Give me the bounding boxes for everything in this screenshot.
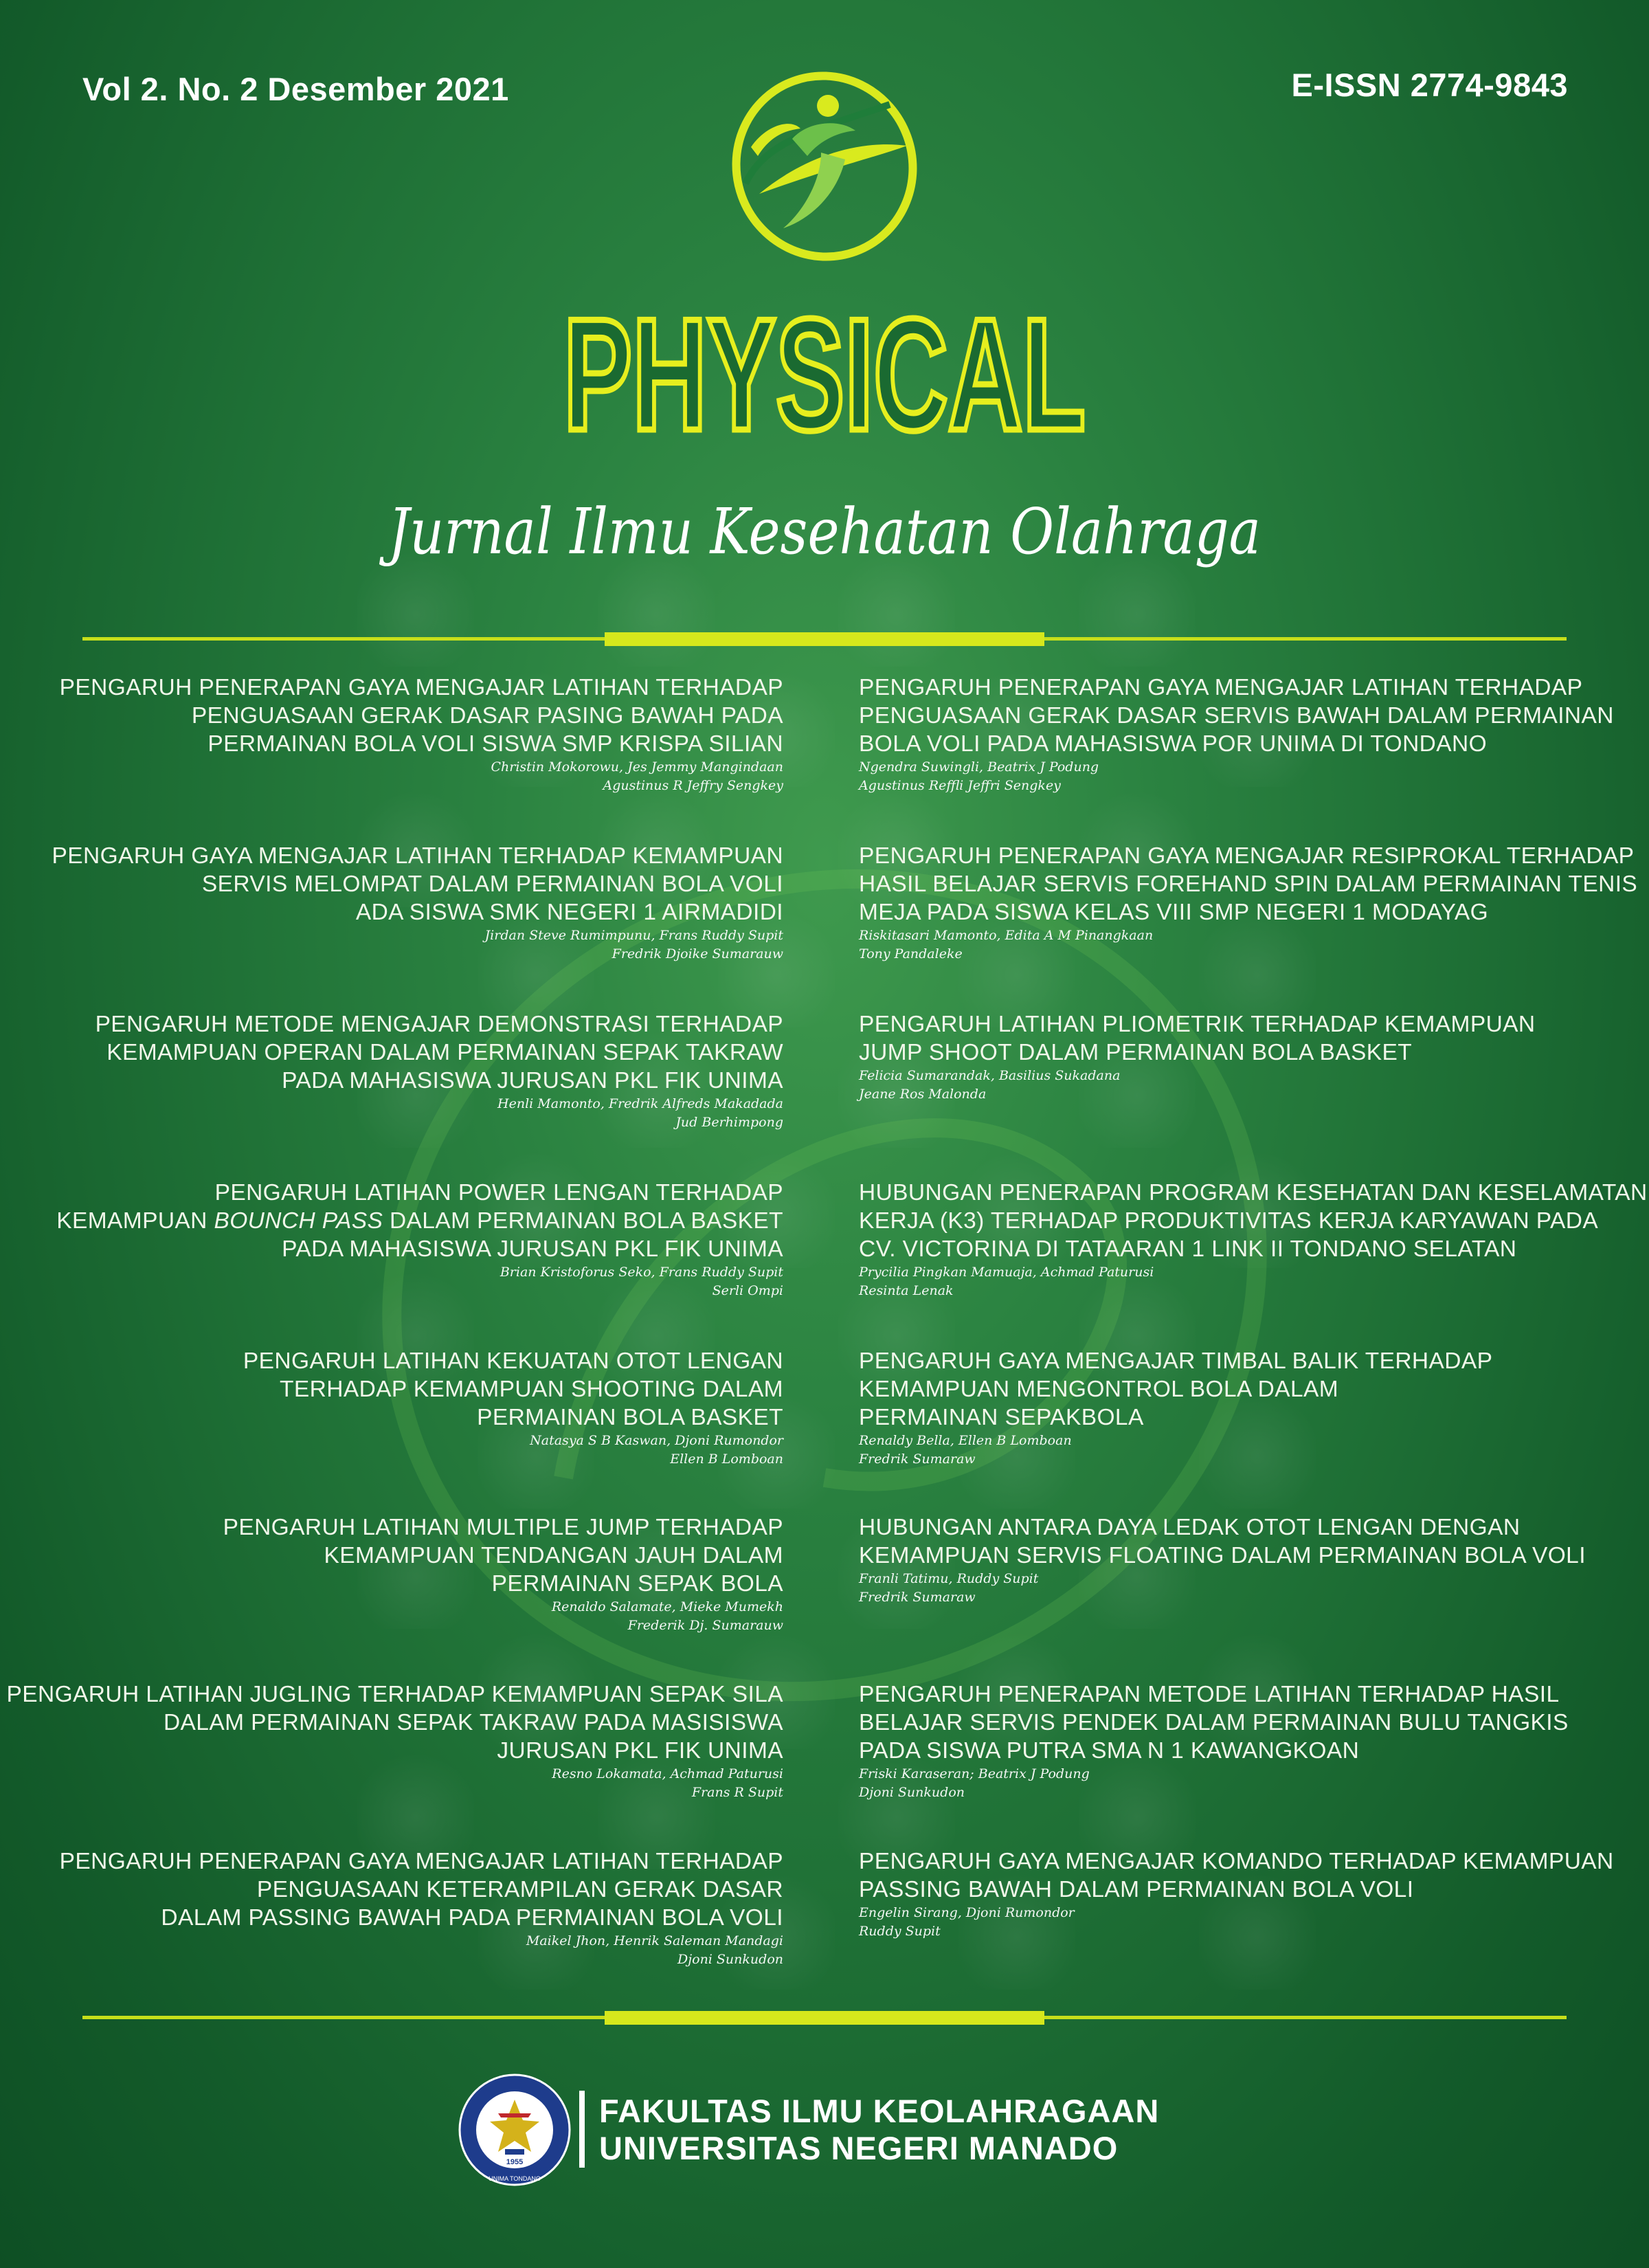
article-authors: Ngendra Suwingli, Beatrix J Podung	[859, 759, 1099, 775]
article-title-emphasis: BOUNCH PASS	[214, 1208, 383, 1234]
article-title-rest: DALAM PERMAINAN BOLA BASKET	[389, 1208, 783, 1234]
article-entry	[7, 1680, 783, 1802]
article-title: JUMP SHOOT DALAM PERMAINAN BOLA BASKET	[859, 1040, 1413, 1065]
bottom-divider-accent	[605, 2011, 1044, 2025]
article-entry	[859, 674, 1614, 795]
article-entry	[96, 1010, 783, 1132]
article-title: PENGARUH GAYA MENGAJAR KOMANDO TERHADAP KEMAMPUAN	[859, 1849, 1614, 1874]
article-entry	[60, 674, 783, 795]
article-entry	[859, 1179, 1648, 1300]
article-title: PENGARUH LATIHAN PLIOMETRIK TERHADAP KEMAMPUAN	[859, 1012, 1536, 1037]
article-title: BELAJAR SERVIS PENDEK DALAM PERMAINAN BULU TANGKIS	[859, 1710, 1569, 1735]
issn: E-ISSN 2774-9843	[1291, 67, 1568, 103]
article-authors: Ellen B Lomboan	[670, 1452, 783, 1467]
article-authors: Frederik Dj. Sumarauw	[627, 1618, 783, 1633]
article-entry	[859, 1513, 1586, 1607]
university-name: UNIVERSITAS NEGERI MANADO	[599, 2130, 1119, 2166]
article-title: KEMAMPUAN OPERAN DALAM PERMAINAN SEPAK TAKRAW	[106, 1040, 783, 1065]
article-entry	[52, 842, 783, 964]
article-title: PENGARUH LATIHAN JUGLING TERHADAP KEMAMPUAN SEPAK SILA	[6, 1682, 783, 1707]
article-authors: Jirdan Steve Rumimpunu, Frans Ruddy Supit	[484, 928, 783, 943]
article-entry	[243, 1347, 783, 1469]
journal-subtitle-text: Jurnal Ilmu Kesehatan Olahraga	[379, 495, 1261, 568]
article-authors: Agustinus Reffli Jeffri Sengkey	[859, 778, 1061, 793]
article-authors: Ruddy Supit	[859, 1924, 941, 1939]
article-authors: Brian Kristoforus Seko, Frans Ruddy Supit	[500, 1265, 783, 1280]
article-title: KEMAMPUAN MENGONTROL BOLA DALAM	[859, 1377, 1339, 1402]
seal-year: 1955	[506, 2158, 524, 2166]
article-authors: Christin Mokorowu, Jes Jemmy Mangindaan	[491, 759, 783, 775]
article-title: PADA SISWA PUTRA SMA N 1 KAWANGKOAN	[859, 1738, 1360, 1764]
article-title: HASIL BELAJAR SERVIS FOREHAND SPIN DALAM PERMAINAN TENIS	[859, 871, 1638, 897]
article-entry	[859, 1347, 1492, 1469]
article-title: BOLA VOLI PADA MAHASISWA POR UNIMA DI TONDANO	[859, 731, 1488, 757]
article-authors: Jeane Ros Malonda	[859, 1087, 987, 1102]
top-divider-accent	[605, 632, 1044, 646]
article-title: HUBUNGAN PENERAPAN PROGRAM KESEHATAN DAN KESELAMATAN	[859, 1180, 1648, 1205]
faculty-name: FAKULTAS ILMU KEOLAHRAGAAN	[599, 2093, 1160, 2129]
article-authors: Jud Berhimpong	[675, 1115, 783, 1130]
article-title: PENGUASAAN GERAK DASAR PASING BAWAH PADA	[191, 703, 783, 729]
article-title: PENGARUH METODE MENGAJAR DEMONSTRASI TERHADAP	[95, 1012, 783, 1037]
article-title: PENGARUH GAYA MENGAJAR TIMBAL BALIK TERHADAP	[859, 1348, 1493, 1374]
seal-text: UNIMA TONDANO	[489, 2175, 541, 2182]
article-title: PASSING BAWAH DALAM PERMAINAN BOLA VOLI	[859, 1877, 1414, 1902]
article-title: PADA MAHASISWA JURUSAN PKL FIK UNIMA	[282, 1236, 783, 1262]
journal-title-text: PHYSICAL	[563, 292, 1086, 464]
article-authors: Frans R Supit	[691, 1785, 783, 1800]
article-authors: Djoni Sunkudon	[677, 1952, 783, 1967]
article-authors: Maikel Jhon, Henrik Saleman Mandagi	[526, 1933, 783, 1948]
article-title: PENGARUH GAYA MENGAJAR LATIHAN TERHADAP KEMAMPUAN	[52, 843, 783, 869]
article-authors: Natasya S B Kaswan, Djoni Rumondor	[530, 1433, 783, 1448]
article-title: PERMAINAN BOLA BASKET	[477, 1405, 783, 1430]
article-title: DALAM PASSING BAWAH PADA PERMAINAN BOLA VOLI	[161, 1905, 783, 1931]
article-entry	[859, 1010, 1536, 1104]
article-title: PENGARUH PENERAPAN GAYA MENGAJAR RESIPROKAL TERHADAP	[859, 843, 1635, 869]
article-title: PENGARUH LATIHAN KEKUATAN OTOT LENGAN	[243, 1348, 783, 1374]
article-title: PENGARUH PENERAPAN GAYA MENGAJAR LATIHAN TERHADAP	[59, 675, 783, 700]
article-title: PERMAINAN BOLA VOLI SISWA SMP KRISPA SILIAN	[207, 731, 783, 757]
article-entry	[859, 1847, 1614, 1941]
article-title: ADA SISWA SMK NEGERI 1 AIRMADIDI	[355, 900, 783, 925]
article-authors: Tony Pandaleke	[859, 946, 963, 961]
footer-separator	[579, 2091, 585, 2168]
journal-title	[0, 292, 1649, 478]
article-authors: Prycilia Pingkan Mamuaja, Achmad Paturusi	[859, 1265, 1154, 1280]
article-title: KEMAMPUAN TENDANGAN JAUH DALAM	[324, 1543, 783, 1568]
article-authors: Fredrik Sumaraw	[859, 1452, 976, 1467]
article-title: PERMAINAN SEPAK BOLA	[491, 1571, 783, 1597]
article-authors: Engelin Sirang, Djoni Rumondor	[859, 1905, 1075, 1920]
publisher-name	[599, 2093, 1159, 2167]
article-authors: Renaldy Bella, Ellen B Lomboan	[859, 1433, 1072, 1448]
article-title: PENGARUH LATIHAN POWER LENGAN TERHADAP	[214, 1180, 783, 1205]
article-authors: Agustinus R Jeffry Sengkey	[603, 778, 783, 793]
article-title: PERMAINAN SEPAKBOLA	[859, 1405, 1144, 1430]
article-title: CV. VICTORINA DI TATAARAN 1 LINK II TONDANO SELATAN	[859, 1236, 1517, 1262]
article-entry	[859, 842, 1637, 964]
article-title: PENGARUH PENERAPAN GAYA MENGAJAR LATIHAN TERHADAP	[859, 675, 1583, 700]
article-title: TERHADAP KEMAMPUAN SHOOTING DALAM	[280, 1377, 783, 1402]
article-authors: Friski Karaseran; Beatrix J Podung	[859, 1766, 1090, 1781]
article-title-prefix: KEMAMPUAN	[56, 1208, 214, 1234]
article-entry	[859, 1680, 1569, 1802]
journal-subtitle	[0, 481, 1649, 605]
article-title: PENGUASAAN GERAK DASAR SERVIS BAWAH DALAM PERMAINAN	[859, 703, 1614, 729]
article-title: PENGARUH PENERAPAN METODE LATIHAN TERHADAP HASIL	[859, 1682, 1560, 1707]
article-authors: Resno Lokamata, Achmad Paturusi	[552, 1766, 783, 1781]
article-title: SERVIS MELOMPAT DALAM PERMAINAN BOLA VOLI	[201, 871, 783, 897]
article-title: PENGARUH PENERAPAN GAYA MENGAJAR LATIHAN TERHADAP	[59, 1849, 783, 1874]
article-title: DALAM PERMAINAN SEPAK TAKRAW PADA MASISISWA	[163, 1710, 783, 1735]
article-authors: Djoni Sunkudon	[859, 1785, 965, 1800]
article-authors: Renaldo Salamate, Mieke Mumekh	[551, 1599, 783, 1614]
article-authors: Felicia Sumarandak, Basilius Sukadana	[859, 1068, 1121, 1083]
article-title: HUBUNGAN ANTARA DAYA LEDAK OTOT LENGAN DENGAN	[859, 1515, 1521, 1540]
article-title: KEMAMPUAN SERVIS FLOATING DALAM PERMAINAN BOLA VOLI	[859, 1543, 1586, 1568]
article-entry	[223, 1513, 783, 1635]
journal-logo-icon	[718, 63, 931, 269]
article-authors: Serli Ompi	[712, 1283, 783, 1298]
university-seal-icon	[457, 2072, 572, 2188]
article-title: MEJA PADA SISWA KELAS VIII SMP NEGERI 1 MODAYAG	[859, 900, 1489, 925]
volume-issue: Vol 2. No. 2 Desember 2021	[82, 71, 509, 107]
article-title: PADA MAHASISWA JURUSAN PKL FIK UNIMA	[282, 1068, 783, 1093]
article-entry	[60, 1847, 783, 1969]
article-title: PENGARUH LATIHAN MULTIPLE JUMP TERHADAP	[223, 1515, 783, 1540]
article-title	[56, 1207, 783, 1235]
article-authors: Franli Tatimu, Ruddy Supit	[859, 1571, 1039, 1586]
article-authors: Fredrik Djoike Sumarauw	[612, 946, 783, 961]
article-authors: Henli Mamonto, Fredrik Alfreds Makadada	[497, 1096, 783, 1111]
article-title: KERJA (K3) TERHADAP PRODUKTIVITAS KERJA KARYAWAN PADA	[859, 1208, 1599, 1234]
article-authors: Resinta Lenak	[859, 1283, 954, 1298]
article-entry	[56, 1179, 783, 1300]
article-title: JURUSAN PKL FIK UNIMA	[497, 1738, 783, 1764]
article-authors: Fredrik Sumaraw	[859, 1590, 976, 1605]
article-title: PENGUASAAN KETERAMPILAN GERAK DASAR	[256, 1877, 783, 1902]
article-authors: Riskitasari Mamonto, Edita A M Pinangkaan	[859, 928, 1154, 943]
